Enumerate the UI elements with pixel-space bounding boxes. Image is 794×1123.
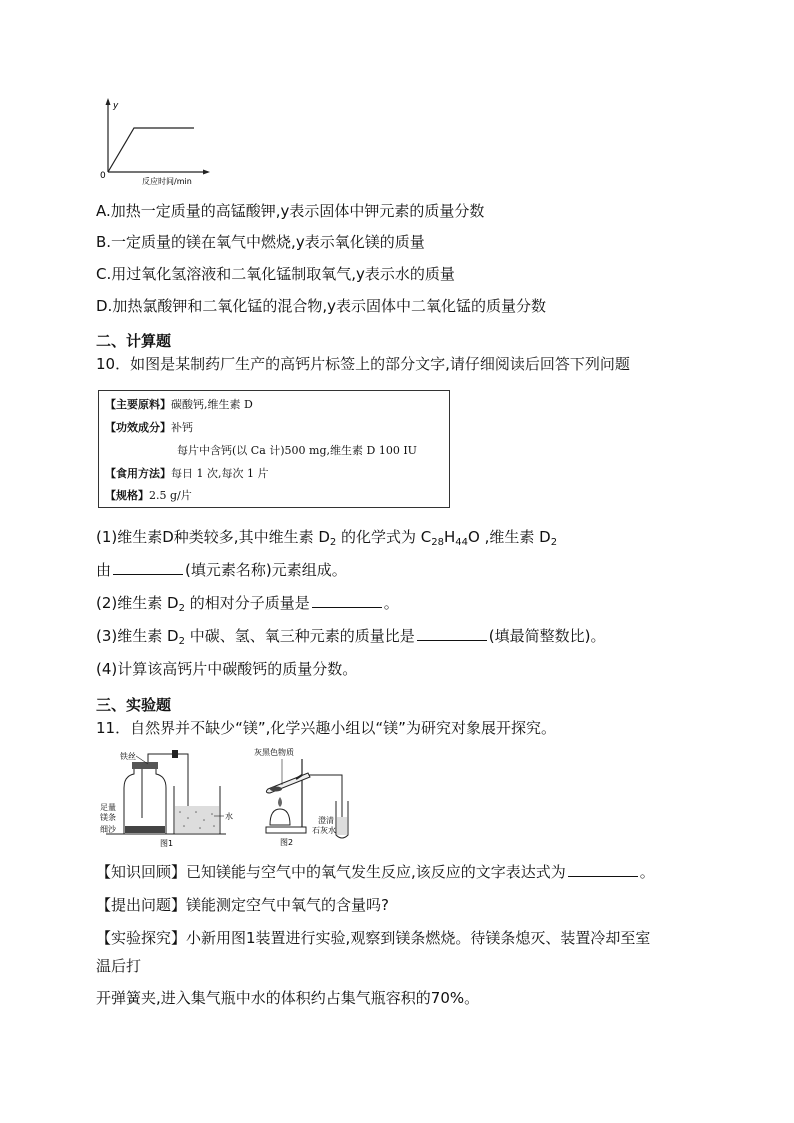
text: 的相对分子质量是 — [184, 594, 310, 612]
stand-base — [266, 827, 306, 833]
text: (3)维生素 D — [96, 627, 179, 645]
section-calc-title: 二、计算题 — [96, 332, 172, 350]
option-d: D.加热氯酸钾和二氧化锰的混合物,y表示固体中二氧化锰的质量分数 — [96, 297, 546, 315]
q11-explore-line2: 温后打 — [96, 957, 142, 975]
graph-curve — [108, 128, 194, 172]
q11-explore-line1: 【实验探究】小新用图1装置进行实验,观察到镁条燃烧。待镁条熄灭、装置冷却至室 — [96, 929, 651, 947]
spring-clamp — [172, 750, 178, 758]
sand-layer — [125, 826, 165, 833]
alcohol-lamp — [270, 809, 290, 825]
label-sand: 细沙 — [100, 825, 116, 834]
text: (填元素名称)元素组成。 — [185, 561, 347, 579]
subscript: 28 — [431, 537, 445, 548]
label-iron-wire: 铁丝 — [120, 752, 136, 761]
text: (填最简整数比)。 — [488, 627, 606, 645]
stopper — [132, 762, 158, 769]
text: H — [444, 528, 456, 546]
label-key: 【食用方法】 — [105, 467, 171, 480]
figure-2-caption: 图2 — [280, 838, 294, 847]
q10-stem: 10．如图是某制药厂生产的高钙片标签上的部分文字,请仔细阅读后回答下列问题 — [96, 355, 630, 373]
label-key: 【功效成分】 — [105, 421, 171, 434]
q10-part4: (4)计算该高钙片中碳酸钙的质量分数。 — [96, 660, 358, 678]
text: 。 — [383, 594, 399, 612]
label-value: 补钙 — [171, 421, 193, 434]
q10-part3 — [96, 626, 605, 646]
text: 的化学式为 C — [336, 528, 432, 546]
q11-explore-line3: 开弹簧夹,进入集气瓶中水的体积约占集气瓶容积的70%。 — [96, 989, 480, 1007]
figure-1-caption: 图1 — [160, 839, 174, 848]
subscript: 2 — [178, 636, 185, 647]
label-magnesium: 镁条 — [100, 813, 116, 822]
text: 中碳、氢、氧三种元素的质量比是 — [184, 627, 415, 645]
option-c: C.用过氧化氢溶液和二氧化锰制取氧气,y表示水的质量 — [96, 265, 455, 283]
gas-bottle — [124, 768, 166, 834]
option-a: A.加热一定质量的高锰酸钾,y表示固体中钾元素的质量分数 — [96, 202, 485, 220]
x-axis-label: 反应时间/min — [142, 177, 192, 186]
y-axis-arrow — [106, 98, 111, 105]
y-axis-label: y — [113, 101, 119, 111]
q11-review — [96, 862, 655, 882]
answer-blank[interactable] — [113, 560, 183, 575]
origin-label: 0 — [100, 171, 106, 181]
beaker-water — [175, 806, 219, 833]
label-limewater: 石灰水 — [312, 826, 336, 835]
figure-2 — [252, 745, 372, 849]
limewater — [337, 817, 347, 835]
subscript: 2 — [329, 537, 337, 548]
reaction-graph — [96, 96, 216, 188]
label-value: 2.5 g/片 — [149, 489, 192, 502]
label-gray-black-solid: 灰黑色物质 — [254, 748, 294, 757]
label-clear: 澄清 — [318, 816, 334, 825]
text: 由 — [96, 561, 112, 579]
label-row-effect — [105, 419, 193, 435]
text: 。 — [639, 863, 655, 881]
label-row-content: 每片中含钙(以 Ca 计)500 mg,维生素 D 100 IU — [177, 444, 417, 457]
answer-blank[interactable] — [568, 862, 638, 877]
section-experiment-title: 三、实验题 — [96, 696, 172, 714]
label-water: 水 — [225, 812, 233, 821]
label-row-ingredients — [105, 396, 253, 412]
subscript: 44 — [455, 537, 469, 548]
subscript: 2 — [550, 537, 558, 548]
label-key: 【主要原料】 — [105, 398, 171, 411]
x-axis-arrow — [203, 170, 210, 175]
q11-stem: 11．自然界并不缺少“镁”,化学兴趣小组以“镁”为研究对象展开探究。 — [96, 719, 556, 737]
label-row-spec — [105, 487, 192, 503]
option-b: B.一定质量的镁在氧气中燃烧,y表示氧化镁的质量 — [96, 233, 425, 251]
answer-blank[interactable] — [312, 593, 382, 608]
q10-part1 — [96, 527, 557, 547]
text: (2)维生素 D — [96, 594, 179, 612]
text: 【知识回顾】已知镁能与空气中的氧气发生反应,该反应的文字表达式为 — [96, 863, 566, 881]
text: (1)维生素D种类较多,其中维生素 D — [96, 528, 330, 546]
gray-black-solid — [270, 787, 282, 792]
label-value: 碳酸钙,维生素 D — [171, 398, 253, 411]
q11-question: 【提出问题】镁能测定空气中氧气的含量吗? — [96, 896, 389, 914]
subscript: 2 — [178, 603, 185, 614]
text: O ,维生素 D — [468, 528, 551, 546]
flame — [278, 797, 282, 807]
answer-blank[interactable] — [417, 626, 487, 641]
label-sufficient: 足量 — [100, 803, 116, 812]
q10-part1-line2 — [96, 560, 347, 580]
label-value: 每日 1 次,每次 1 片 — [171, 467, 269, 480]
label-row-usage — [105, 465, 268, 481]
product-label — [98, 390, 450, 508]
figure-1 — [96, 748, 246, 850]
label-key: 【规格】 — [105, 489, 149, 502]
q10-part2 — [96, 593, 399, 613]
